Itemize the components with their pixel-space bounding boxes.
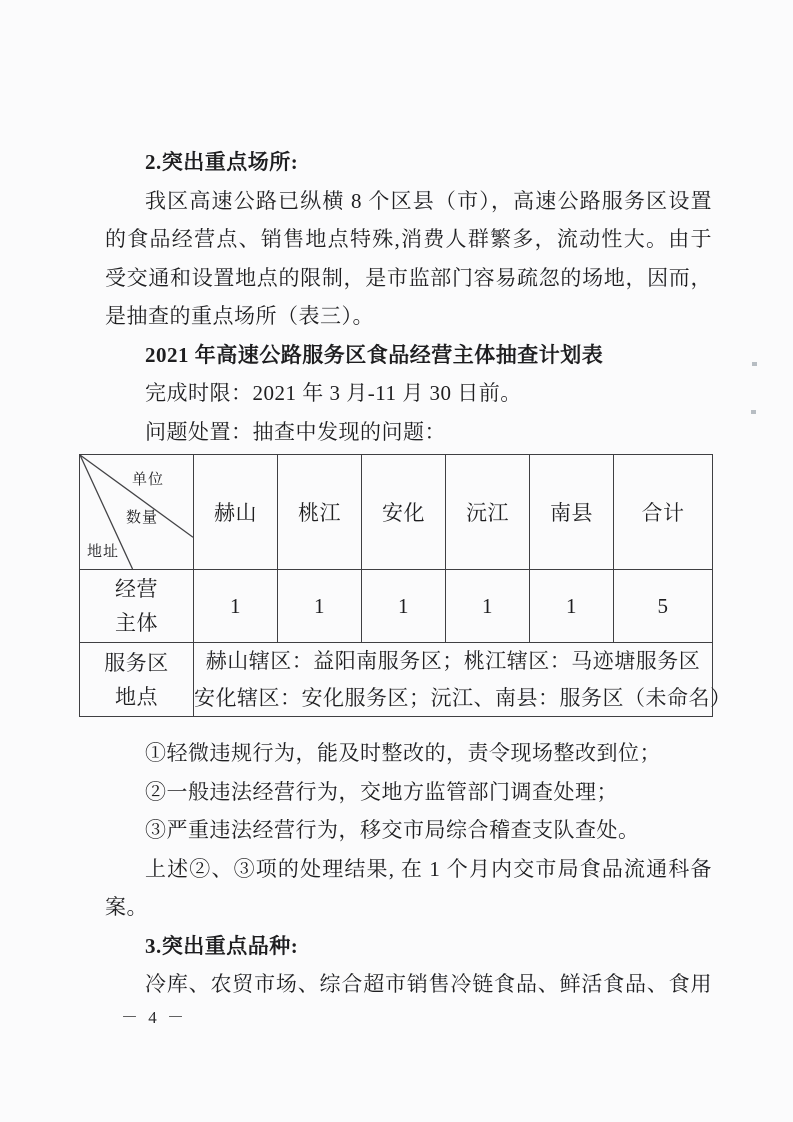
value-cell: 1: [446, 570, 530, 643]
table-title: 2021 年高速公路服务区食品经营主体抽查计划表: [145, 342, 604, 367]
issue-line: 问题处置：抽查中发现的问题：: [145, 419, 446, 444]
corner-label-unit: 单位: [132, 472, 165, 488]
filing-paragraph: [105, 850, 712, 927]
value-cell-total: 5: [614, 570, 713, 643]
column-header-anhua: 安化: [362, 455, 446, 570]
row-label-locations: [80, 643, 194, 717]
scan-speck: [751, 410, 756, 414]
row-label-operators: [80, 570, 194, 643]
corner-label-address: 地址: [87, 544, 120, 560]
value-cell: 1: [278, 570, 362, 643]
filing-line: 上述②、③项的处理结果, 在 1 个月内交市局食品流通科备: [145, 856, 712, 881]
scan-speck: [752, 362, 757, 366]
table-header-row: [80, 455, 713, 570]
intro-paragraph: [105, 182, 712, 336]
page-number: － 4 －: [121, 1008, 187, 1027]
value-cell: 1: [362, 570, 446, 643]
service-area-line: 安化辖区：安化服务区；沅江、南县：服务区（未命名）: [194, 685, 732, 710]
corner-header-cell: [80, 455, 194, 570]
row-label-line: 经营: [115, 577, 158, 601]
paragraph-line: 我区高速公路已纵横 8 个区县（市），高速公路服务区设置: [145, 188, 712, 213]
row-label-line: 地点: [115, 684, 158, 709]
column-header-nanxian: 南县: [530, 455, 614, 570]
column-header-taojiang: 桃江: [278, 455, 362, 570]
deadline-line: 完成时限：2021 年 3 月-11 月 30 日前。: [145, 381, 522, 405]
table-row-locations: [80, 643, 713, 717]
row-label-line: 服务区: [104, 650, 169, 675]
handling-item: ③严重违法经营行为，移交市局综合稽查支队查处。: [145, 818, 640, 842]
paragraph-line: 的食品经营点、销售地点特殊,消费人群繁多，流动性大。由于: [105, 227, 712, 251]
plan-table-wrapper: [79, 454, 732, 717]
column-header-total: 合计: [614, 455, 713, 570]
section3-heading: 3.突出重点品种:: [145, 933, 299, 958]
handling-item: ②一般违法经营行为，交地方监管部门调查处理；: [145, 779, 618, 804]
column-header-heshan: 赫山: [194, 455, 278, 570]
value-cell: 1: [194, 570, 278, 643]
plan-table: [79, 454, 732, 717]
paragraph-line: 受交通和设置地点的限制，是市监部门容易疏忽的场地，因而，: [105, 265, 712, 290]
section2-heading: 2.突出重点场所:: [145, 150, 299, 174]
corner-label-quantity: 数量: [126, 510, 159, 526]
paragraph-line: 是抽查的重点场所（表三）。: [105, 304, 374, 328]
service-area-line: 赫山辖区：益阳南服务区；桃江辖区：马迹塘服务区: [205, 649, 701, 673]
handling-list: [105, 734, 712, 850]
merged-service-area-cell: [194, 643, 732, 717]
table-row-operators: [80, 570, 713, 643]
column-header-yuanjiang: 沅江: [446, 455, 530, 570]
filing-line: 案。: [105, 895, 148, 919]
handling-item: ①轻微违规行为，能及时整改的，责令现场整改到位；: [145, 741, 661, 765]
row-label-line: 主体: [115, 611, 158, 635]
document-content: [87, 143, 732, 1004]
value-cell: 1: [530, 570, 614, 643]
variety-line: 冷库、农贸市场、综合超市销售冷链食品、鲜活食品、食用: [145, 972, 712, 996]
